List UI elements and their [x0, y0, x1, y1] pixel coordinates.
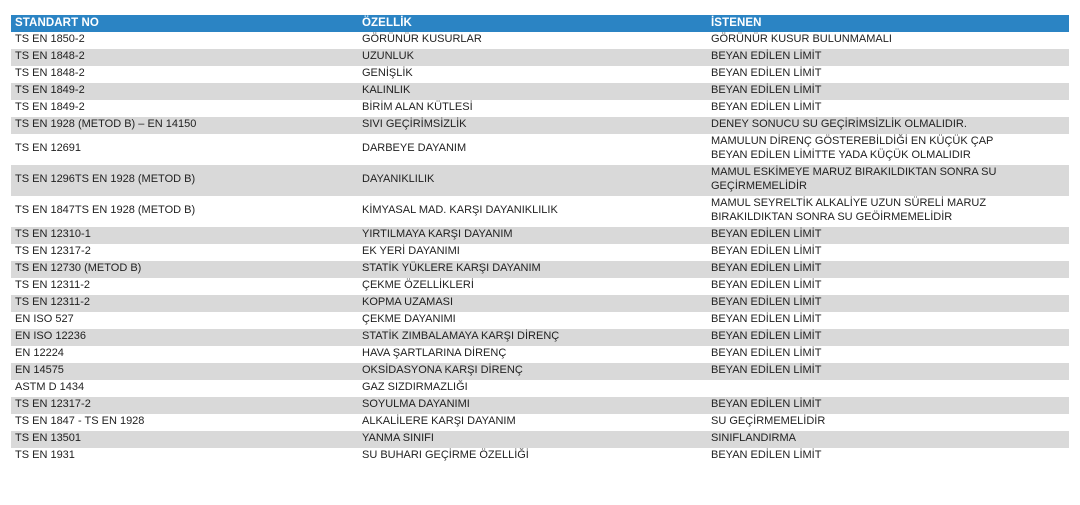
- cell-ozellik: YANMA SINIFI: [358, 431, 707, 448]
- cell-standart-no: TS EN 1847 - TS EN 1928: [15, 414, 145, 427]
- table-row: [11, 278, 1069, 295]
- table-row: [11, 397, 1069, 414]
- standards-table: [11, 15, 1069, 465]
- cell-standart-no: TS EN 12730 (METOD B): [11, 261, 358, 278]
- column-header-standart-no: STANDART NO: [11, 15, 358, 32]
- cell-ozellik: SIVI GEÇİRİMSİZLİK: [358, 117, 707, 134]
- cell-istenen: BEYAN EDİLEN LİMİT: [711, 448, 822, 461]
- cell-ozellik: DAYANIKLILIK: [358, 165, 707, 196]
- cell-ozellik: HAVA ŞARTLARINA DİRENÇ: [362, 346, 507, 359]
- table-row: [11, 134, 1069, 165]
- cell-standart-no: TS EN 12311-2: [15, 278, 91, 291]
- table-row: [11, 165, 1069, 196]
- table-row: [11, 196, 1069, 227]
- cell-istenen: BEYAN EDİLEN LİMİT: [711, 346, 822, 359]
- cell-istenen: BEYAN EDİLEN LİMİT: [711, 312, 822, 325]
- cell-istenen: GÖRÜNÜR KUSUR BULUNMAMALI: [711, 33, 892, 46]
- cell-ozellik: STATİK ZIMBALAMAYA KARŞI DİRENÇ: [358, 329, 707, 346]
- table-row: [11, 346, 1069, 363]
- cell-ozellik: OKSİDASYONA KARŞI DİRENÇ: [358, 363, 707, 380]
- table-row: [11, 83, 1069, 100]
- cell-ozellik: SU BUHARI GEÇİRME ÖZELLİĞİ: [362, 448, 529, 461]
- cell-istenen: BEYAN EDİLEN LİMİT: [707, 329, 1069, 346]
- table-row: [11, 244, 1069, 261]
- cell-istenen: BEYAN EDİLEN LİMİT: [711, 101, 822, 114]
- cell-istenen: BEYAN EDİLEN LİMİT: [707, 397, 1069, 414]
- table-body: [11, 32, 1069, 465]
- cell-istenen: MAMUL ESKİMEYE MARUZ BIRAKILDIKTAN SONRA SU GEÇİRMEMELİDİR: [707, 165, 1069, 196]
- cell-istenen: DENEY SONUCU SU GEÇİRİMSİZLİK OLMALIDIR.: [707, 117, 1069, 134]
- cell-istenen: BEYAN EDİLEN LİMİT: [707, 363, 1069, 380]
- table-row: [11, 414, 1069, 431]
- table-row: [11, 380, 1069, 397]
- cell-istenen: BEYAN EDİLEN LİMİT: [707, 261, 1069, 278]
- cell-istenen: BEYAN EDİLEN LİMİT: [707, 49, 1069, 66]
- cell-standart-no: TS EN 12311-2: [11, 295, 358, 312]
- cell-standart-no: ASTM D 1434: [15, 380, 85, 393]
- cell-istenen: BEYAN EDİLEN LİMİT: [711, 278, 822, 291]
- cell-ozellik: EK YERİ DAYANIMI: [362, 244, 460, 257]
- table-row: [11, 431, 1069, 448]
- cell-standart-no: TS EN 1848-2: [15, 67, 85, 80]
- cell-standart-no: EN 12224: [15, 346, 64, 359]
- standards-table-container: [11, 15, 1069, 465]
- cell-istenen: [707, 380, 1069, 397]
- cell-ozellik: KOPMA UZAMASI: [358, 295, 707, 312]
- cell-standart-no: TS EN 1847TS EN 1928 (METOD B): [15, 203, 196, 216]
- cell-standart-no: EN 14575: [11, 363, 358, 380]
- cell-standart-no: TS EN 1849-2: [11, 83, 358, 100]
- cell-ozellik: KİMYASAL MAD. KARŞI DAYANIKLILIK: [362, 203, 558, 216]
- cell-ozellik: STATİK YÜKLERE KARŞI DAYANIM: [358, 261, 707, 278]
- table-row: [11, 227, 1069, 244]
- table-row: [11, 261, 1069, 278]
- column-header-ozellik: ÖZELLİK: [358, 15, 707, 32]
- header-row: [11, 15, 1069, 32]
- table-row: [11, 49, 1069, 66]
- cell-istenen: MAMUL SEYRELTİK ALKALİYE UZUN SÜRELİ MARUZ BIRAKILDIKTAN SONRA SU GEÖİRMEMELİDİR: [711, 196, 987, 223]
- table-row: [11, 295, 1069, 312]
- cell-standart-no: TS EN 1931: [15, 448, 75, 461]
- cell-istenen: MAMULUN DİRENÇ GÖSTEREBİLDİĞİ EN KÜÇÜK ÇAP BEYAN EDİLEN LİMİTTE YADA KÜÇÜK OLMALIDIR: [711, 135, 994, 161]
- table-row: [11, 363, 1069, 380]
- table-row: [11, 117, 1069, 134]
- cell-ozellik: ÇEKME ÖZELLİKLERİ: [362, 278, 474, 291]
- cell-istenen: BEYAN EDİLEN LİMİT: [707, 295, 1069, 312]
- cell-standart-no: EN ISO 527: [15, 312, 74, 325]
- cell-standart-no: TS EN 13501: [11, 431, 358, 448]
- cell-istenen: BEYAN EDİLEN LİMİT: [711, 244, 822, 257]
- table-row: [11, 100, 1069, 117]
- cell-ozellik: KALINLIK: [358, 83, 707, 100]
- cell-standart-no: TS EN 1848-2: [11, 49, 358, 66]
- cell-standart-no: TS EN 12310-1: [11, 227, 358, 244]
- cell-standart-no: TS EN 1296TS EN 1928 (METOD B): [11, 165, 358, 196]
- cell-ozellik: BİRİM ALAN KÜTLESİ: [362, 101, 473, 114]
- table-row: [11, 329, 1069, 346]
- cell-istenen: SU GEÇİRMEMELİDİR: [711, 414, 826, 427]
- table-row: [11, 32, 1069, 49]
- cell-ozellik: DARBEYE DAYANIM: [362, 141, 467, 154]
- cell-standart-no: TS EN 12317-2: [15, 244, 91, 257]
- cell-standart-no: TS EN 1849-2: [15, 101, 85, 114]
- cell-standart-no: TS EN 12691: [15, 141, 82, 154]
- cell-standart-no: TS EN 1928 (METOD B) – EN 14150: [11, 117, 358, 134]
- cell-ozellik: ÇEKME DAYANIMI: [362, 312, 456, 325]
- table-row: [11, 448, 1069, 465]
- cell-ozellik: GÖRÜNÜR KUSURLAR: [362, 33, 482, 46]
- table-row: [11, 312, 1069, 329]
- cell-istenen: BEYAN EDİLEN LİMİT: [707, 227, 1069, 244]
- cell-istenen: BEYAN EDİLEN LİMİT: [707, 83, 1069, 100]
- cell-ozellik: SOYULMA DAYANIMI: [358, 397, 707, 414]
- cell-ozellik: GENİŞLİK: [362, 67, 413, 80]
- cell-ozellik: YIRTILMAYA KARŞI DAYANIM: [358, 227, 707, 244]
- table-row: [11, 66, 1069, 83]
- cell-standart-no: TS EN 1850-2: [15, 33, 85, 46]
- column-header-istenen: İSTENEN: [707, 15, 1069, 32]
- table-header: [11, 15, 1069, 32]
- cell-standart-no: EN ISO 12236: [11, 329, 358, 346]
- cell-ozellik: UZUNLUK: [358, 49, 707, 66]
- cell-ozellik: GAZ SIZDIRMAZLIĞI: [362, 380, 468, 393]
- cell-istenen: SINIFLANDIRMA: [707, 431, 1069, 448]
- cell-ozellik: ALKALİLERE KARŞI DAYANIM: [362, 414, 516, 427]
- cell-istenen: BEYAN EDİLEN LİMİT: [711, 67, 822, 80]
- cell-standart-no: TS EN 12317-2: [11, 397, 358, 414]
